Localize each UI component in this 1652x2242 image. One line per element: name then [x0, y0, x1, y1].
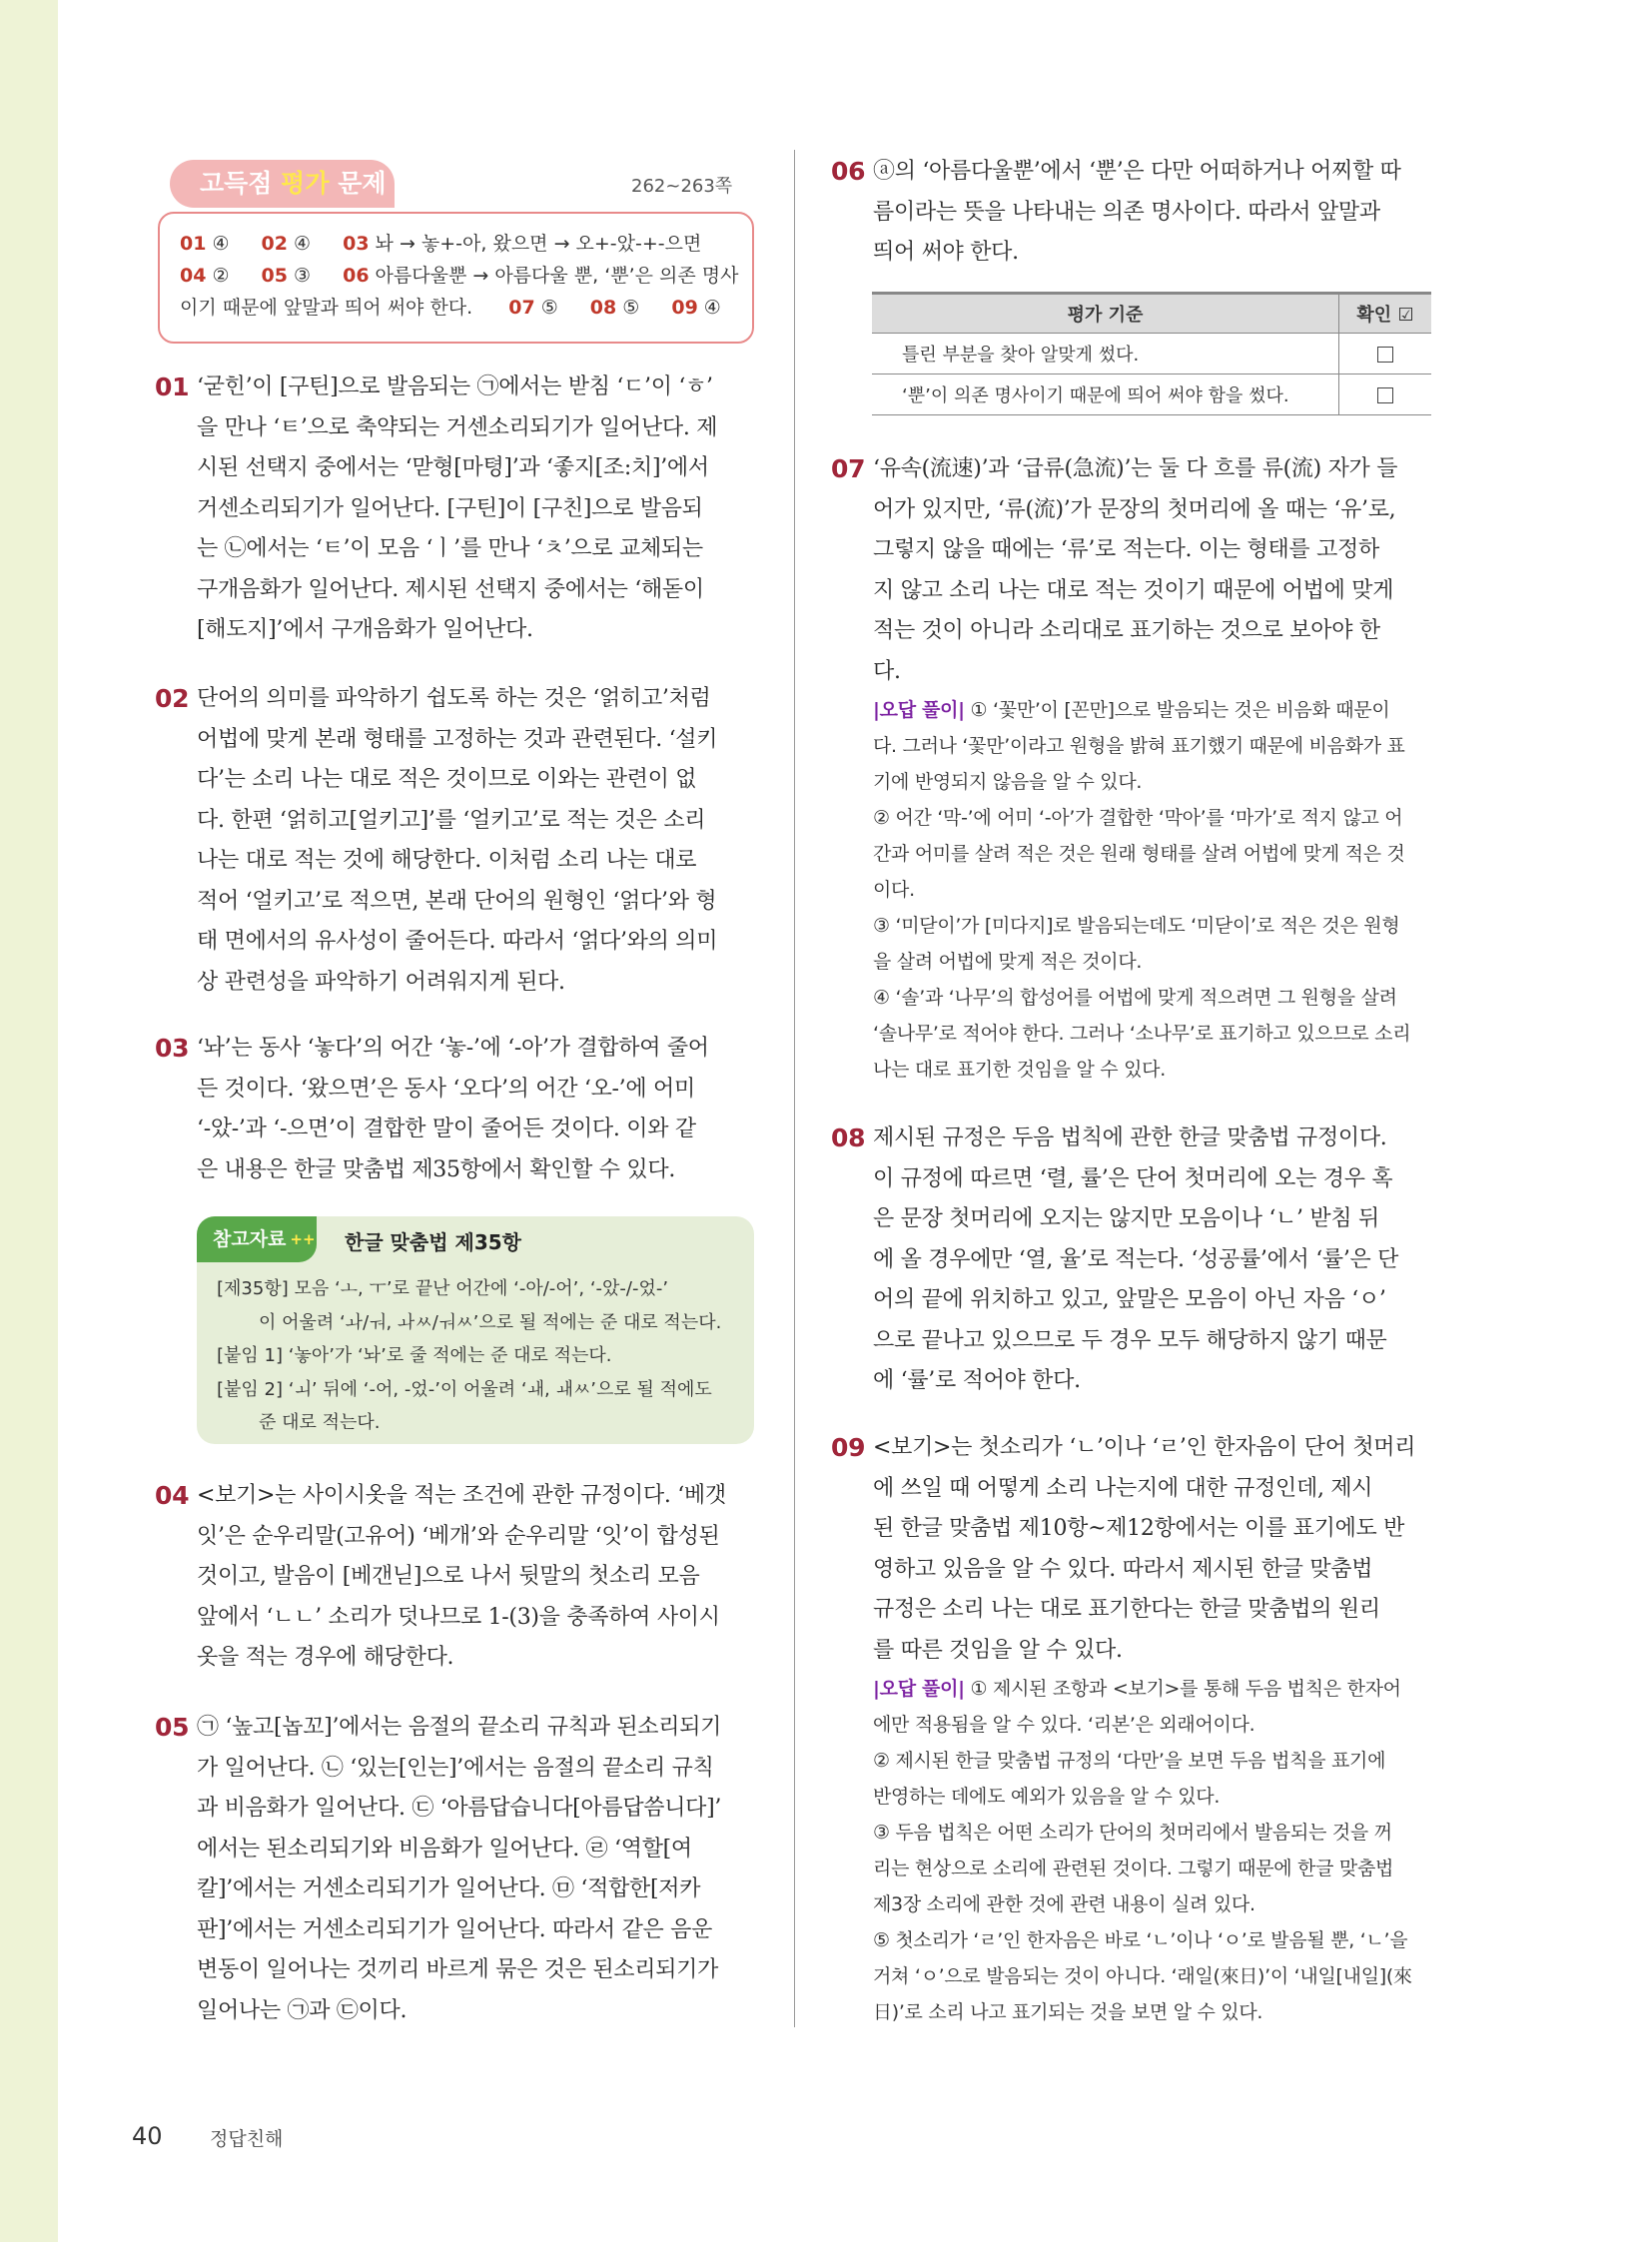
reference-body: [제35항] 모음 ‘ㅗ, ㅜ’로 끝난 어간에 ‘-아/-어’, ‘-았-/-었-’ 이 어울려 ‘ㅘ/ㅝ, ㅘㅆ/ㅝㅆ’으로 될 적에는 준 대로 적는다. [붙임 1] ‘놓아’가 ‘놔’로 줄 적에는 준 대로 적는다. [붙임 2] ‘ㅚ’ 뒤에 ‘-어, -었-’이 어울려 ‘ㅙ, ㅙㅆ’으로 될 적에도 준 대로 적는다.	[217, 1278, 722, 1433]
question-number: 01	[155, 373, 190, 401]
question-number: 02	[155, 684, 190, 713]
reference-title: 한글 맞춤법 제35항	[345, 1230, 521, 1254]
question-number: 03	[155, 1034, 190, 1063]
question-08	[831, 1119, 1435, 1402]
column-divider	[794, 150, 795, 2027]
question-text: ⓐ의 ‘아름다울뿐’에서 ‘뿐’은 다만 어떠하거나 어찌할 따 름이라는 뜻을 나타내는 의존 명사이다. 따라서 앞말과 띄어 써야 한다.	[873, 159, 1401, 265]
question-text: ㉠ ‘높고[놉꼬]’에서는 음절의 끝소리 규칙과 된소리되기 가 일어난다. ㉡ ‘있는[인는]’에서는 음절의 끝소리 규칙 과 비음화가 일어난다. ㉢ ‘아름답습니다[아름답씀니다]’ 에서는 된소리되기와 비음화가 일어난다. ㉣ ‘역할[여 칼]’에서는 거센소리되기가 일어난다. ㉤ ‘적합한[저카 판]’에서는 거센소리되기가 일어난다. 따라서 같은 음운 변동이 일어나는 것끼리 바르게 묶은 것은 된소리되기가 일어나는 ㉠과 ㉢이다.	[197, 1715, 722, 2023]
eval-header-criteria: 평가 기준	[872, 294, 1339, 334]
reference-tag: 참고자료 ++	[197, 1216, 317, 1262]
eval-checkbox[interactable]	[1339, 374, 1432, 415]
question-text: ‘유속(流速)’과 ‘급류(急流)’는 둘 다 흐를 류(流) 자가 들 어가 있지만, ‘류(流)’가 문장의 첫머리에 올 때는 ‘유’로, 그렇지 않을 때에는 ‘류’로 적는다. 이는 형태를 고정하 지 않고 소리 나는 대로 적는 것이기 때문에 어법에 맞게 적는 것이 아니라 소리대로 표기하는 것으로 보아야 한 다.	[873, 456, 1398, 684]
checkbox-icon[interactable]	[1377, 387, 1393, 403]
question-number: 09	[831, 1433, 866, 1462]
answer-summary-box	[158, 212, 754, 344]
note-label: |오답 풀이|	[873, 1678, 965, 1700]
answer-continuation: 이기 때문에 앞말과 띄어 써야 한다.	[180, 297, 473, 319]
answer-item: 04 ②	[180, 265, 230, 287]
answer-item: 01 ④	[180, 233, 230, 255]
section-tab-suffix: 문제	[338, 169, 387, 198]
answer-item: 06 아름다울뿐 → 아름다울 뿐, ‘뿐’은 의존 명사	[343, 265, 739, 287]
page-number: 40	[132, 2122, 163, 2150]
question-text: ‘굳힌’이 [구틴]으로 발음되는 ㉠에서는 받침 ‘ㄷ’이 ‘ㅎ’ 을 만나 ‘ㅌ’으로 축약되는 거센소리되기가 일어난다. 제 시된 선택지 중에서는 ‘맏형[마텽]’과 ‘좋지[조:치]’에서 거센소리되기가 일어난다. [구틴]이 [구친]으로 발음되 는 ㉡에서는 ‘ㅌ’이 모음 ‘ㅣ’를 만나 ‘ㅊ’으로 교체되는 구개음화가 일어난다. 제시된 선택지 중에서는 ‘해돋이 [해도지]’에서 구개음화가 일어난다.	[197, 374, 718, 642]
answer-item: 08 ⑤	[589, 297, 640, 319]
eval-criterion: ‘뿐’이 의존 명사이기 때문에 띄어 써야 함을 썼다.	[872, 374, 1339, 415]
answer-row	[180, 260, 739, 292]
answer-item: 03 놔 → 놓+-아, 왔으면 → 오+-았-+-으면	[343, 233, 702, 255]
answer-item: 07 ⑤	[508, 297, 558, 319]
question-07	[831, 449, 1435, 1088]
section-tab-highlight: 평가	[281, 169, 330, 198]
question-05	[155, 1708, 754, 2031]
section-tab	[170, 160, 395, 208]
side-strip	[0, 0, 58, 2242]
checkbox-icon[interactable]	[1377, 347, 1393, 363]
answer-item: 05 ③	[261, 265, 312, 287]
question-03	[155, 1029, 754, 1190]
question-06	[831, 152, 1435, 274]
question-text: <보기>는 사이시옷을 적는 조건에 관한 규정이다. ‘베갯 잇’은 순우리말(고유어) ‘베개’와 순우리말 ‘잇’이 합성된 것이고, 발음이 [베갠닏]으로 나서 뒷말의 첫소리 모음 앞에서 ‘ㄴㄴ’ 소리가 덧나므로 1-(3)을 충족하여 사이시 옷을 적는 경우에 해당한다.	[197, 1483, 726, 1670]
eval-criterion: 틀린 부분을 찾아 알맞게 썼다.	[872, 334, 1339, 374]
question-01	[155, 368, 754, 651]
question-02	[155, 679, 754, 1003]
answer-row	[180, 292, 732, 324]
section-tab-prefix: 고득점	[200, 169, 273, 198]
table-row	[872, 374, 1431, 415]
note-label: |오답 풀이|	[873, 699, 965, 721]
question-number: 06	[831, 157, 866, 186]
eval-checkbox[interactable]	[1339, 334, 1432, 374]
question-text: 단어의 의미를 파악하기 쉽도록 하는 것은 ‘얽히고’처럼 어법에 맞게 본래 형태를 고정하는 것과 관련된다. ‘설키 다’는 소리 나는 대로 적은 것이므로 이와는 관련이 없 다. 한편 ‘얽히고[얼키고]’를 ‘얼키고’로 적는 것은 소리 나는 대로 적는 것에 해당한다. 이처럼 소리 나는 대로 적어 ‘얼키고’로 적으면, 본래 단어의 원형인 ‘얽다’와 형 태 면에서의 유사성이 줄어든다. 따라서 ‘얽다’와의 의미 상 관련성을 파악하기 어려워지게 된다.	[197, 686, 718, 995]
reference-box	[197, 1216, 754, 1444]
wrong-answer-explanation: |오답 풀이| ① ‘꽃만’이 [꼰만]으로 발음되는 것은 비음화 때문이 다. 그러나 ‘꽃만’이라고 원형을 밝혀 표기했기 때문에 비음화가 표 기에 반영되지 않음을 알 수 있다. ② 어간 ‘막-’에 어미 ‘-아’가 결합한 ‘막아’를 ‘마가’로 적지 않고 어 간과 어미를 살려 적은 것은 원래 형태를 살려 어법에 맞게 적은 것 이다. ③ ‘미닫이’가 [미다지]로 발음되는데도 ‘미닫이’로 적은 것은 원형 을 살려 어법에 맞게 적은 것이다. ④ ‘솔’과 ‘나무’의 합성어를 어법에 맞게 적으려면 그 원형을 살려 ‘솔나무’로 적어야 한다. 그러나 ‘소나무’로 표기하고 있으므로 소리 나는 대로 표기한 것임을 알 수 있다.	[873, 699, 1411, 1081]
eval-header-check: 확인 ☑	[1339, 294, 1432, 334]
question-number: 05	[155, 1713, 190, 1742]
question-04	[155, 1476, 754, 1679]
page-range: 262~263쪽	[631, 176, 733, 197]
question-text: <보기>는 첫소리가 ‘ㄴ’이나 ‘ㄹ’인 한자음이 단어 첫머리 에 쓰일 때 어떻게 소리 나는지에 대한 규정인데, 제시 된 한글 맞춤법 제10항~제12항에서는 이를 표기에도 반 영하고 있음을 알 수 있다. 따라서 제시된 한글 맞춤법 규정은 소리 나는 대로 표기한다는 한글 맞춤법의 원리 를 따른 것임을 알 수 있다.	[873, 1435, 1416, 1663]
answer-row	[180, 228, 732, 260]
wrong-answer-explanation: |오답 풀이| ① 제시된 조항과 <보기>를 통해 두음 법칙은 한자어 에만 적용됨을 알 수 있다. ‘리본’은 외래어이다. ② 제시된 한글 맞춤법 규정의 ‘다만’을 보면 두음 법칙을 표기에 반영하는 데에도 예외가 있음을 알 수 있다. ③ 두음 법칙은 어떤 소리가 단어의 첫머리에서 발음되는 것을 꺼 리는 현상으로 소리에 관련된 것이다. 그렇기 때문에 한글 맞춤법 제3장 소리에 관한 것에 관련 내용이 실려 있다. ⑤ 첫소리가 ‘ㄹ’인 한자음은 바로 ‘ㄴ’이나 ‘ㅇ’로 발음될 뿐, ‘ㄴ’을 거쳐 ‘ㅇ’으로 발음되는 것이 아니다. ‘래일(來日)’이 ‘내일[내일](來 日)’로 소리 나고 표기되는 것을 보면 알 수 있다.	[873, 1678, 1412, 2023]
question-number: 04	[155, 1481, 190, 1510]
answer-item: 02 ④	[261, 233, 312, 255]
question-text: 제시된 규정은 두음 법칙에 관한 한글 맞춤법 규정이다. 이 규정에 따르면 ‘렬, 률’은 단어 첫머리에 오는 경우 혹 은 문장 첫머리에 오지는 않지만 모음이나 ‘ㄴ’ 받침 뒤 에 올 경우에만 ‘열, 율’로 적는다. ‘성공률’에서 ‘률’은 단 어의 끝에 위치하고 있고, 앞말은 모음이 아닌 자음 ‘ㅇ’ 으로 끝나고 있으므로 두 경우 모두 해당하지 않기 때문 에 ‘률’로 적어야 한다.	[873, 1125, 1399, 1393]
footer-label: 정답친해	[210, 2128, 284, 2150]
question-number: 07	[831, 454, 866, 483]
question-number: 08	[831, 1123, 866, 1152]
answer-item: 09 ④	[671, 297, 721, 319]
evaluation-table	[872, 292, 1431, 415]
question-text: ‘놔’는 동사 ‘놓다’의 어간 ‘놓-’에 ‘-아’가 결합하여 줄어 든 것이다. ‘왔으면’은 동사 ‘오다’의 어간 ‘오-’에 어미 ‘-았-’과 ‘-으면’이 결합한 말이 줄어든 것이다. 이와 같 은 내용은 한글 맞춤법 제35항에서 확인할 수 있다.	[197, 1036, 709, 1182]
table-row	[872, 334, 1431, 374]
question-09	[831, 1428, 1435, 2030]
